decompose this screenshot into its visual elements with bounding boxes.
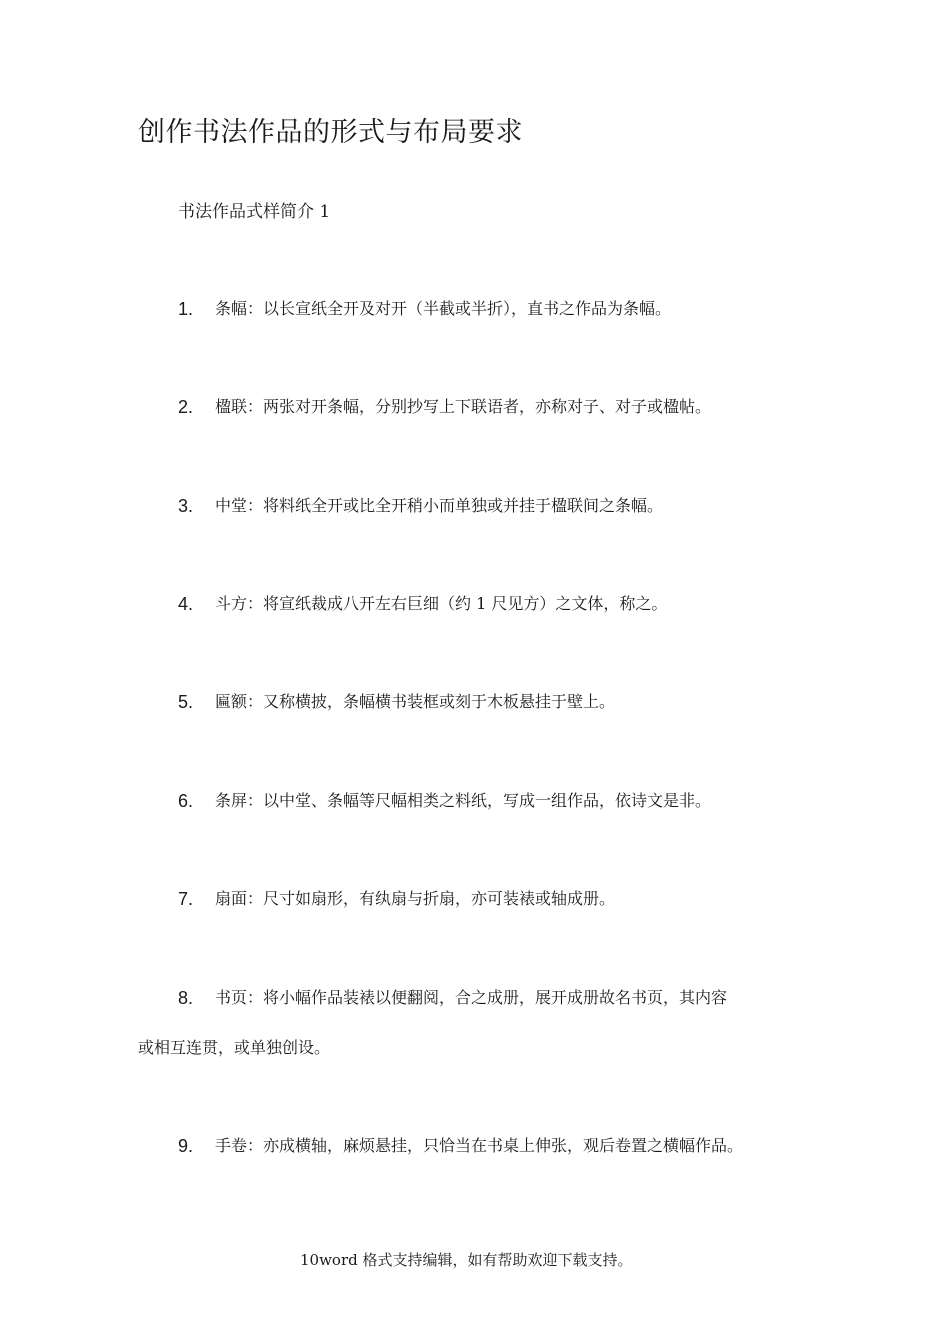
- list-item-number: 2.: [178, 397, 194, 417]
- list-item-number: 3.: [178, 496, 194, 516]
- list-item-text: 书页：将小幅作品装裱以便翻阅，合之成册，展开成册故名书页，其内容: [215, 988, 728, 1007]
- list-item-number: 8.: [178, 988, 194, 1008]
- page-footer-note: 10word 格式支持编辑，如有帮助欢迎下载支持。: [300, 1251, 633, 1269]
- list-item-number: 1.: [178, 299, 194, 319]
- list-item-number: 9.: [178, 1136, 194, 1156]
- list-item-text: 手卷：亦成横轴，麻烦悬挂，只恰当在书桌上伸张，观后卷置之横幅作品。: [215, 1136, 744, 1155]
- list-item-text: 匾额：又称横披，条幅横书装框或刻于木板悬挂于壁上。: [215, 692, 616, 711]
- list-item-text: 条屏：以中堂、条幅等尺幅相类之料纸，写成一组作品，依诗文是非。: [215, 791, 712, 810]
- list-item-text: 楹联：两张对开条幅，分别抄写上下联语者，亦称对子、对子或楹帖。: [215, 397, 712, 416]
- list-item-number: 4.: [178, 594, 194, 614]
- document-subtitle: 书法作品式样简介 1: [178, 202, 331, 222]
- list-item-number: 5.: [178, 692, 194, 712]
- list-item-text: 条幅：以长宣纸全开及对开（半截或半折），直书之作品为条幅。: [215, 299, 672, 318]
- list-item-text: 中堂：将料纸全开或比全开稍小而单独或并挂于楹联间之条幅。: [215, 496, 664, 515]
- list-item-text: 扇面：尺寸如扇形，有纨扇与折扇，亦可装裱或轴成册。: [215, 889, 616, 908]
- list-item-continuation: 或相互连贯，或单独创设。: [138, 1038, 331, 1057]
- document-title: 创作书法作品的形式与布局要求: [138, 117, 523, 148]
- list-item-text: 斗方：将宣纸裁成八开左右巨细（约 1 尺见方）之文体，称之。: [215, 594, 668, 613]
- list-item-number: 7.: [178, 889, 194, 909]
- list-item-number: 6.: [178, 791, 194, 811]
